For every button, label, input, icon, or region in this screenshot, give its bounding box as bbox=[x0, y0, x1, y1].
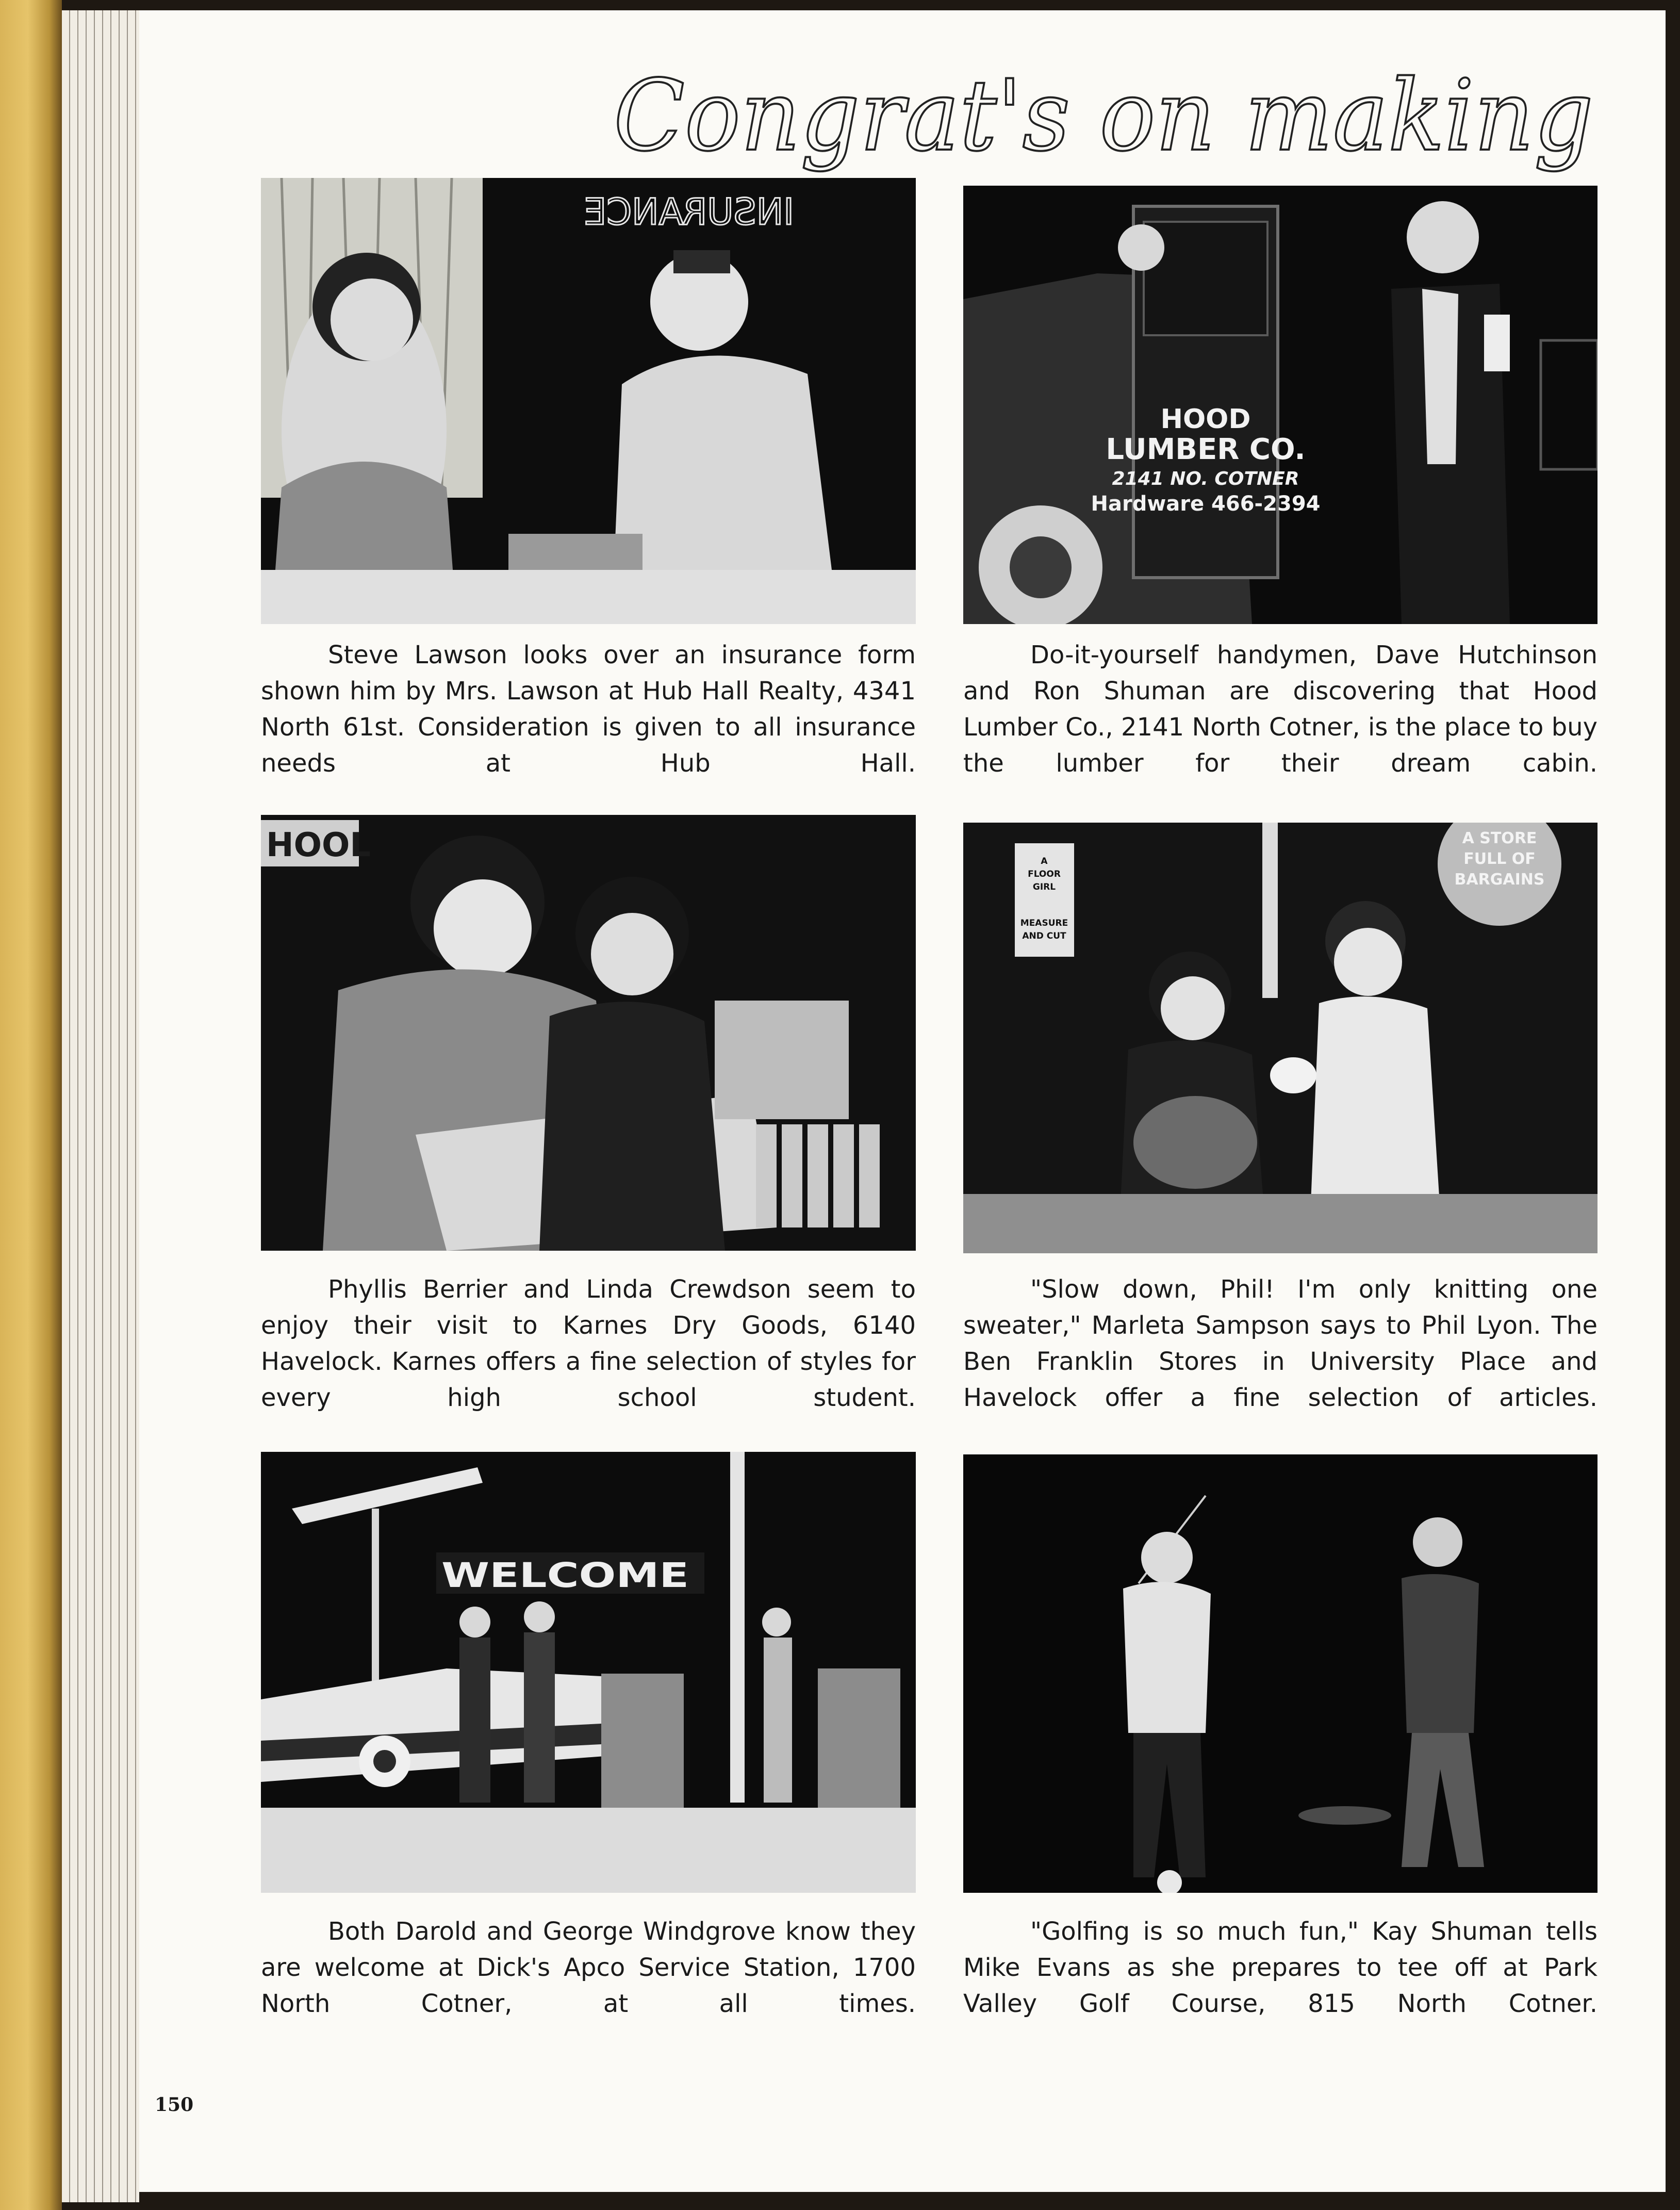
photo-insurance-office bbox=[261, 178, 916, 624]
bargains-banner-line1: A STORE bbox=[1462, 829, 1537, 847]
truck-line-lumber: LUMBER CO. bbox=[1106, 433, 1306, 466]
photo-park-valley-golf bbox=[963, 1454, 1597, 1893]
floor-girl-sign-line5: AND CUT bbox=[1022, 931, 1066, 941]
floor-girl-sign-line2: FLOOR bbox=[1028, 869, 1061, 879]
floor-girl-sign-line3: GIRL bbox=[1032, 882, 1056, 892]
book-binding bbox=[0, 0, 62, 2210]
caption-park-valley-golf: "Golfing is so much fun," Kay Shuman tells Mike Evans as she prepares to tee off at Park Valley Golf Course, 815 North Cotner. bbox=[963, 1917, 1597, 2018]
caption-hood-lumber: Do-it-yourself handymen, Dave Hutchinson and Ron Shuman are discovering that Hood Lumber Co., 2141 North Cotner, is the place to buy the lumber for their dream cabin. bbox=[963, 641, 1597, 778]
truck-line-hood: HOOD bbox=[1160, 404, 1251, 435]
floor-girl-sign-line1: A bbox=[1041, 856, 1048, 866]
caption-apco-station: Both Darold and George Windgrove know they are welcome at Dick's Apco Service Station, 1700 North Cotner, at all times. bbox=[261, 1917, 916, 2018]
photo-apco-service-station bbox=[261, 1452, 916, 1893]
page-number: 150 bbox=[155, 2094, 194, 2116]
welcome-sign: WELCOME bbox=[441, 1556, 689, 1595]
truck-line-address: 2141 NO. COTNER bbox=[1112, 468, 1299, 489]
page-edges bbox=[62, 10, 139, 2202]
caption-karnes-dry-goods: Phyllis Berrier and Linda Crewdson seem to enjoy their visit to Karnes Dry Goods, 6140 Havelock. Karnes offers a fine selection of styles for every high school student. bbox=[261, 1275, 916, 1412]
yearbook-page bbox=[139, 10, 1666, 2192]
handwritten-note-text: Congrat's on making bbox=[614, 59, 1593, 173]
bargains-banner bbox=[1455, 829, 1545, 889]
photo-hood-lumber-truck bbox=[963, 186, 1597, 624]
caption-insurance-office: Steve Lawson looks over an insurance form shown him by Mrs. Lawson at Hub Hall Realty, 4341 North 61st. Consideration is given to all insurance needs at Hub Hall. bbox=[261, 641, 916, 778]
photo-karnes-dry-goods bbox=[261, 815, 916, 1251]
bargains-banner-line2: FULL OF bbox=[1463, 850, 1536, 868]
truck-line-phone: Hardware 466-2394 bbox=[1091, 492, 1321, 516]
insurance-neon-sign: INSURANCE bbox=[584, 191, 794, 233]
photo-ben-franklin-store bbox=[963, 823, 1597, 1253]
bargains-banner-line3: BARGAINS bbox=[1454, 871, 1545, 889]
floor-girl-sign-line4: MEASURE bbox=[1020, 918, 1068, 928]
store-sign-fragment: HOOL bbox=[266, 826, 371, 864]
caption-ben-franklin: "Slow down, Phil! I'm only knitting one sweater," Marleta Sampson says to Phil Lyon. The Ben Franklin Stores in University Place and Havelock offer a fine selection of articles. bbox=[963, 1275, 1597, 1412]
